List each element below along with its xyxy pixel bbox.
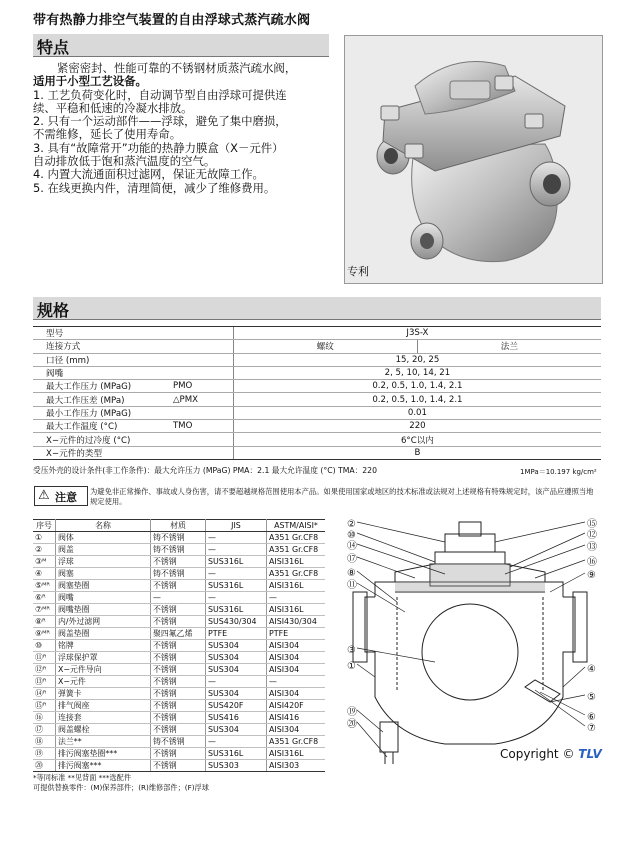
- parts-row: ⑪ᴿ 浮球保护罩 不锈钢 SUS304 AISI304: [33, 652, 325, 664]
- parts-row: ⑰ 阀盖螺栓 不锈钢 SUS304 AISI304: [33, 724, 325, 736]
- spec-row-xtype: X−元件的类型 B: [33, 446, 601, 459]
- feature-item: 1. 工艺负荷变化时，自动调节型自由浮球可提供连 续、平稳和低速的冷凝水排放。: [33, 87, 287, 115]
- callout-number: ④: [587, 664, 596, 675]
- features-list: [33, 62, 333, 195]
- parts-body: [33, 532, 325, 772]
- callout-number: ⑭: [347, 541, 357, 552]
- tlv-logo: TLV: [578, 747, 602, 761]
- parts-row: ⑱ 法兰** 铸不锈钢 — A351 Gr.CF8: [33, 736, 325, 748]
- page-title: 带有热静力排空气装置的自由浮球式蒸汽疏水阀: [33, 13, 311, 28]
- callout-number: ②: [347, 519, 356, 530]
- feature-item: 4. 内置大流通面积过滤网，保证无故障工作。: [33, 167, 264, 182]
- caution-text: 为避免非正常操作、事故或人身伤害，请不要超越规格范围使用本产品。如果使用国家或地区的技术标准或法规对上述规格有特殊规定时，该产品应遵照当地规定使用。: [90, 487, 594, 506]
- spec-row-size: 口径 (mm) 15, 20, 25: [33, 353, 601, 366]
- callout-number: ⑥: [587, 712, 596, 723]
- feature-item: 2. 只有一个运动部件——浮球，避免了集中磨损， 不需维修，延长了使用寿命。: [33, 114, 287, 142]
- parts-footnote: *等同标准 **见背面 ***选配件: [33, 773, 132, 782]
- parts-row: ② 阀盖 铸不锈钢 — A351 Gr.CF8: [33, 544, 325, 556]
- caution-label: 注意: [55, 491, 77, 504]
- callout-number: ⑧: [347, 568, 356, 579]
- design-conditions-note: 受压外壳的设计条件(非工作条件)：最大允许压力 (MPaG) PMA：2.1 最大允许温度 (°C) TMA：220: [33, 466, 377, 475]
- features-heading-bar: [33, 34, 329, 57]
- specs-heading-bar: [33, 297, 601, 320]
- callout-number: ⑤: [587, 692, 596, 703]
- callout-number: ⑪: [347, 580, 357, 591]
- callout-number: ⑬: [587, 542, 597, 553]
- parts-row: ⑳ 排污阀塞*** 不锈钢 SUS303 AISI303: [33, 760, 325, 772]
- cross-section-diagram: [335, 512, 603, 776]
- callout-number: ⑲: [347, 707, 357, 718]
- callout-number: ⑫: [587, 530, 597, 541]
- parts-row: ⑮ᴿ 排气阀座 不锈钢 SUS420F AISI420F: [33, 700, 325, 712]
- parts-row: ⑲ 排污阀塞垫圈*** 不锈钢 SUS316L AISI316L: [33, 748, 325, 760]
- spec-row-min-pressure: 最小工作压力 (MPaG) 0.01: [33, 406, 601, 419]
- callout-number: ⑨: [587, 570, 596, 581]
- callout-number: ⑰: [347, 554, 357, 565]
- patent-caption: 专利: [347, 265, 369, 278]
- parts-row: ⑬ᴿ X−元件 不锈钢 — —: [33, 676, 325, 688]
- spec-row-pmo: 最大工作压力 (MPaG) PMO 0.2, 0.5, 1.0, 1.4, 2.1: [33, 380, 601, 393]
- spec-row-orifice: 阀嘴 2, 5, 10, 14, 21: [33, 366, 601, 379]
- parts-row: ⑨ᴹᴿ 阀盖垫圈 聚四氟乙烯 PTFE PTFE: [33, 628, 325, 640]
- callout-number: ⑳: [347, 719, 357, 730]
- spec-row-tmo: 最大工作温度 (°C) TMO 220: [33, 420, 601, 433]
- spec-row-connection: 连接方式 螺纹 法兰: [33, 340, 601, 353]
- copyright-notice: Copyright © TLV: [500, 747, 602, 761]
- callout-number: ⑮: [587, 519, 597, 530]
- parts-row: ⑫ᴿ X−元件导向 不锈钢 SUS304 AISI304: [33, 664, 325, 676]
- parts-header-row: 序号 名称 材质 JIS ASTM/AISI*: [33, 520, 325, 532]
- caution-label-box: [34, 486, 88, 506]
- features-intro: 紧密密封、性能可靠的不锈钢材质蒸汽疏水阀，: [57, 61, 297, 75]
- parts-row: ⑧ᴿ 内/外过滤网 不锈钢 SUS430/304 AISI430/304: [33, 616, 325, 628]
- parts-row: ⑩ 铭牌 不锈钢 SUS304 AISI304: [33, 640, 325, 652]
- parts-row: ③ᴹ 浮球 不锈钢 SUS316L AISI316L: [33, 556, 325, 568]
- callout-number: ③: [347, 645, 356, 656]
- parts-row: ⑤ᴹᴿ 阀塞垫圈 不锈钢 SUS316L AISI316L: [33, 580, 325, 592]
- specs-table: [33, 326, 601, 460]
- parts-row: ① 阀体 铸不锈钢 — A351 Gr.CF8: [33, 532, 325, 544]
- feature-item: 5. 在线更换内件，清理简便，减少了维修费用。: [33, 180, 276, 195]
- callout-number: ⑦: [587, 723, 596, 734]
- callout-number: ①: [347, 661, 356, 672]
- replacement-parts-note: 可提供替换零件：(M)保养部件；(R)维修部件；(F)浮球: [33, 783, 209, 792]
- parts-row: ④ 阀塞 铸不锈钢 — A351 Gr.CF8: [33, 568, 325, 580]
- features-heading: 特点: [37, 38, 70, 57]
- spec-row-subcool: X−元件的过冷度 (°C) 6°C以内: [33, 433, 601, 446]
- callout-number: ⑩: [347, 530, 356, 541]
- product-photo: [344, 35, 603, 284]
- parts-row: ⑥ᴿ 阀嘴 — — —: [33, 592, 325, 604]
- parts-row: ⑦ᴹᴿ 阀嘴垫圈 不锈钢 SUS316L AISI316L: [33, 604, 325, 616]
- spec-row-pmx: 最大工作压差 (MPa) △PMX 0.2, 0.5, 1.0, 1.4, 2.1: [33, 393, 601, 406]
- parts-row: ⑯ 连接套 不锈钢 SUS416 AISI416: [33, 712, 325, 724]
- parts-table: [33, 519, 325, 772]
- parts-row: ⑭ᴿ 弹簧卡 不锈钢 SUS304 AISI304: [33, 688, 325, 700]
- specs-heading: 规格: [37, 301, 70, 320]
- callout-number: ⑯: [587, 557, 597, 568]
- unit-conversion-note: 1MPa＝10.197 kg/cm²: [520, 468, 597, 476]
- features-intro-cont: 适用于小型工艺设备。: [33, 74, 147, 89]
- steam-trap-illustration: [345, 36, 602, 283]
- feature-item: 3. 具有“故障常开”功能的热静力膜盒（X－元件） 自动排放低于饱和蒸汽温度的空气。: [33, 140, 284, 169]
- spec-row-model: 型号 J3S-X: [33, 327, 601, 340]
- warning-icon: ⚠: [38, 488, 50, 503]
